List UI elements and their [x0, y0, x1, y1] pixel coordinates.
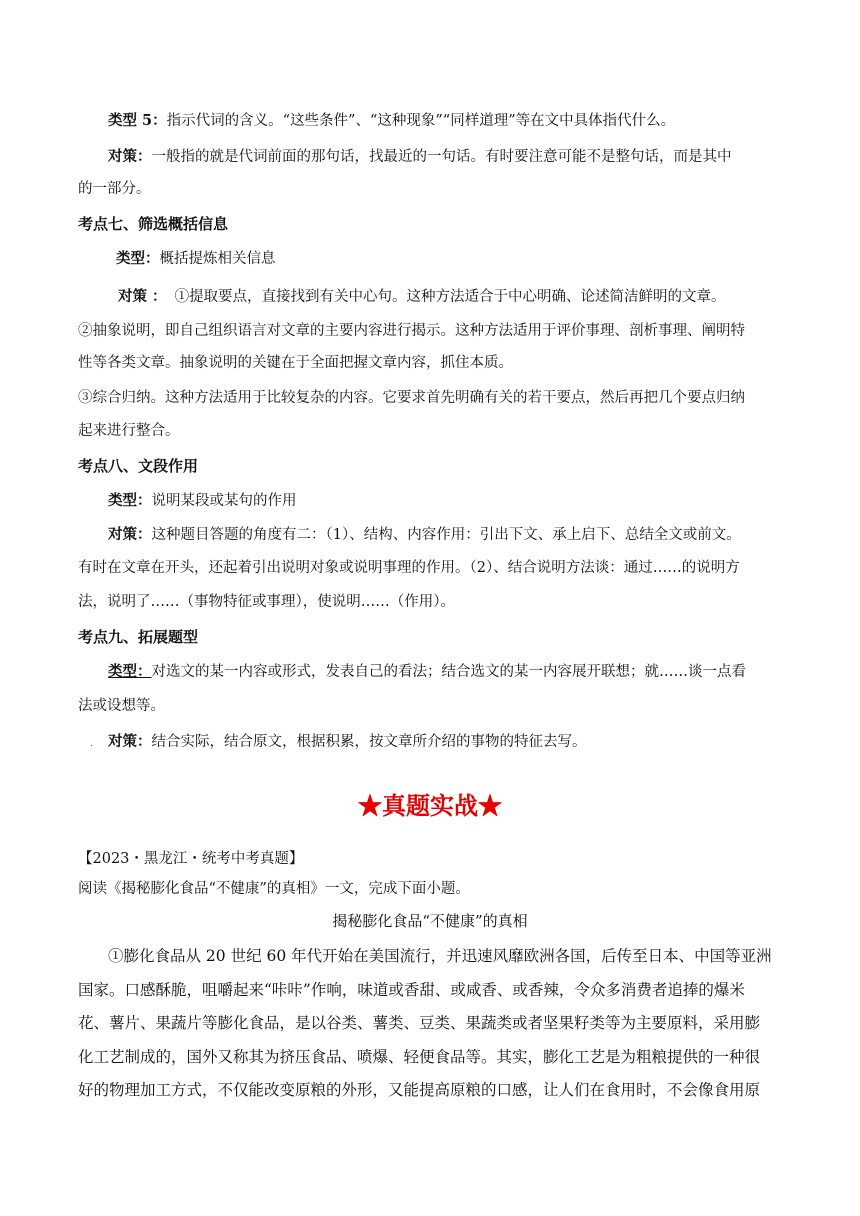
kaodian7-l4: ③综合归纳。这种方法适用于比较复杂的内容。它要求首先明确有关的若干要点，然后再把几个要点归纳 — [78, 390, 745, 406]
kaodian9-strategy-text: 结合实际，结合原文，根据积累，按文章所介绍的事物的特征去写。 — [151, 734, 587, 750]
article-p1: ①膨化食品从 20 世纪 60 年代开始在美国流行，并迅速风靡欧洲各国，后传至日本、中国等亚洲 — [108, 947, 772, 965]
exam-source: 【2023・黑龙江・统考中考真题】 — [78, 851, 304, 867]
exam-instruction: 阅读《揭秘膨化食品“不健康”的真相》一文，完成下面小题。 — [78, 881, 470, 897]
kaodian8-l2: 有时在文章在开头，还起着引出说明对象或说明事理的作用。（2）、结合说明方法谈：通过……的说明方 — [78, 560, 740, 576]
kaodian8-type-label: 类型： — [108, 492, 152, 509]
kaodian8-type-line — [108, 490, 297, 512]
article-p3: 花、薯片、果蔬片等膨化食品，是以谷类、薯类、豆类、果蔬类或者坚果籽类等为主要原料，采用膨 — [78, 1014, 761, 1032]
article-title: 揭秘膨化食品“不健康”的真相 — [332, 912, 528, 930]
kaodian8-l3: 法，说明了……（事物特征或事理），使说明……（作用）。 — [78, 594, 455, 610]
kaodian7-type-text: 概括提炼相关信息 — [159, 251, 276, 267]
kaodian7-l3: 性等各类文章。抽象说明的关键在于全面把握文章内容，抓住本质。 — [78, 355, 513, 371]
kaodian7-l2: ②抽象说明，即自己组织语言对文章的主要内容进行揭示。这种方法适用于评价事理、剖析事理、阐明特 — [78, 323, 745, 339]
kaodian8-type-text: 说明某段或某句的作用 — [151, 493, 297, 509]
kaodian7-type-line — [116, 248, 276, 270]
section-title: ★真题实战★ — [358, 791, 502, 820]
type5-line — [108, 110, 675, 132]
kaodian8-strategy-label: 对策： — [108, 526, 152, 543]
type5-strategy-cont: 的一部分。 — [78, 181, 151, 197]
article-p5: 好的物理加工方式，不仅能改变原粮的外形，又能提高原粮的口感，让人们在食用时，不会像食用原 — [78, 1081, 761, 1099]
type5-text: 指示代词的含义。“这些条件”、“这种现象”“同样道理”等在文中具体指代什么。 — [166, 113, 676, 129]
article-p2: 国家。口感酥脆，咀嚼起来“咔咔”作响，味道或香甜、或咸香、或香辣，令众多消费者追捧的爆米 — [78, 981, 745, 999]
stray-mark: . — [90, 738, 94, 749]
article-p4: 化工艺制成的，国外又称其为挤压食品、喷爆、轻便食品等。其实，膨化工艺是为粗粮提供的一种很 — [78, 1048, 761, 1066]
type5-strategy-line — [108, 146, 732, 168]
type5-strategy-text: 一般指的就是代词前面的那句话，找最近的一句话。有时要注意可能不是整句话，而是其中 — [151, 149, 732, 165]
kaodian9-type-label: 类型： — [108, 663, 152, 680]
kaodian9-strategy-label: 对策： — [108, 733, 152, 750]
kaodian7-l5: 起来进行整合。 — [78, 423, 180, 439]
kaodian9-heading: 考点九、拓展题型 — [78, 628, 199, 646]
kaodian7-type-label: 类型： — [116, 250, 160, 267]
kaodian9-type-l2: 法或设想等。 — [78, 698, 165, 714]
kaodian7-strategy-label: 对策 ： — [118, 288, 167, 305]
kaodian8-heading: 考点八、文段作用 — [78, 457, 199, 475]
kaodian9-strategy-line — [108, 731, 587, 753]
kaodian7-heading: 考点七、筛选概括信息 — [78, 215, 229, 233]
kaodian9-type-line — [108, 661, 746, 683]
type5-strategy-label: 对策： — [108, 148, 152, 165]
kaodian7-strategy-l1: ①提取要点，直接找到有关中心句。这种方法适合于中心明确、论述简洁鲜明的文章。 — [174, 289, 726, 305]
kaodian7-strategy-line — [118, 286, 726, 308]
kaodian8-strategy-l1: 这种题目答题的角度有二：（1）、结构、内容作用：引出下文、承上启下、总结全文或前文。 — [151, 527, 741, 543]
kaodian9-type-l1: 对选文的某一内容或形式，发表自己的看法；结合选文的某一内容展开联想；就……谈一点看 — [151, 664, 746, 680]
kaodian8-strategy-line — [108, 524, 741, 546]
type5-label: 类型 5： — [108, 112, 167, 129]
